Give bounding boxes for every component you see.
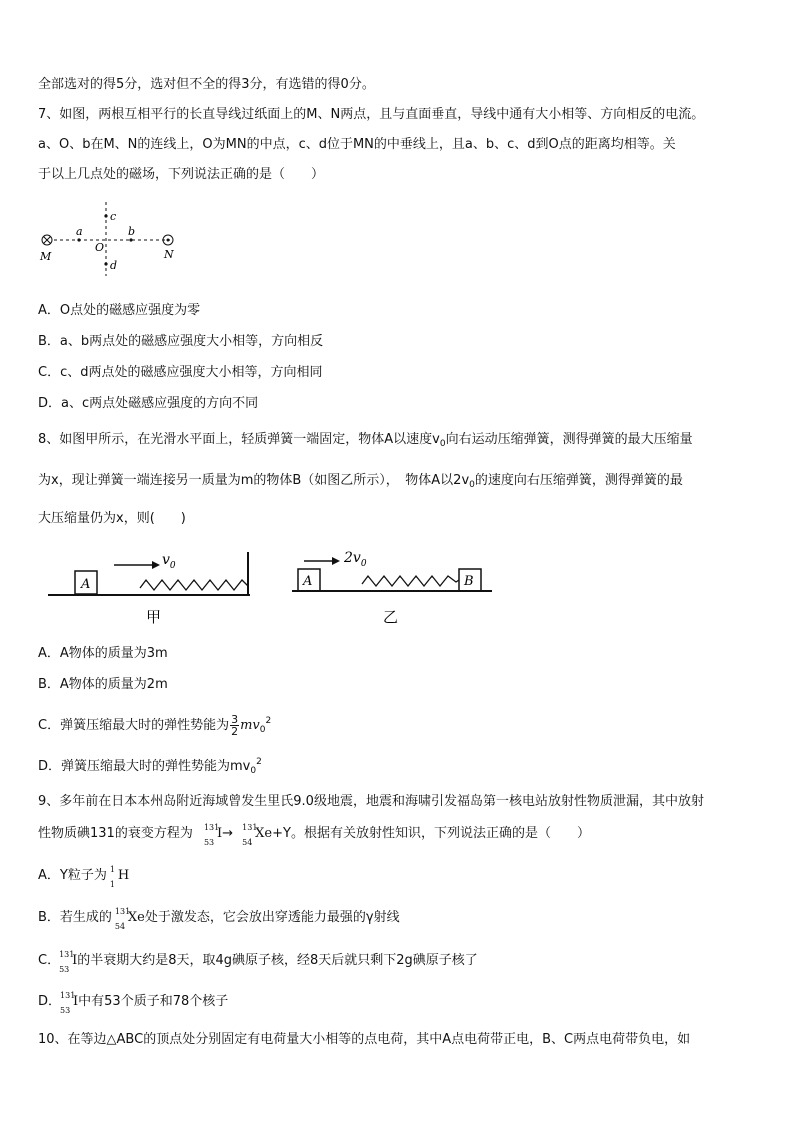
subscript: 0	[469, 480, 475, 490]
label-d: d	[110, 259, 118, 272]
nuclide-iodine	[203, 823, 223, 847]
label-jia: 甲	[146, 608, 162, 626]
block-A-label: A	[303, 574, 313, 589]
question-9-stem: 9、多年前在日本本州岛附近海域曾发生里氏9.0级地震，地震和海啸引发福岛第一核电站放射性物质泄漏，其中放射	[38, 794, 704, 809]
fraction-denominator: 2	[231, 725, 239, 738]
question-7-option-d[interactable]: D．a、c两点处磁感应强度的方向不同	[38, 396, 259, 411]
plus-y: +Y	[272, 826, 291, 841]
block-B-label: B	[464, 574, 474, 589]
figure-spring-yi	[290, 542, 500, 628]
velocity-label: $v_0$	[162, 552, 176, 571]
question-8-stem	[38, 472, 683, 494]
atomic-number: 54	[114, 922, 126, 931]
superscript: 2	[256, 757, 262, 767]
question-10-stem: 10、在等边△ABC的顶点处分别固定有电荷量大小相等的点电荷，其中A点电荷带正电，B、C两点电荷带负电，如	[38, 1032, 691, 1047]
label-a: a	[76, 225, 83, 238]
option-text: D．弹簧压缩最大时的弹性势能为mv	[38, 759, 251, 774]
label-yi: 乙	[383, 608, 399, 626]
atomic-number: 54	[242, 838, 253, 847]
question-7-option-b[interactable]: B．a、b两点处的磁感应强度大小相等，方向相反	[38, 334, 324, 349]
atomic-number: 53	[60, 1006, 71, 1015]
question-7-option-a[interactable]: A．O点处的磁感应强度为零	[38, 303, 201, 318]
velocity-label: $2v_0$	[344, 550, 367, 569]
question-9-option-c[interactable]	[38, 950, 478, 974]
question-8-stem	[38, 431, 693, 453]
symbol: Xe	[255, 826, 273, 841]
question-8-option-a[interactable]: A．A物体的质量为3m	[38, 646, 168, 661]
mass-number: 131	[242, 823, 258, 832]
question-9-option-d[interactable]	[38, 991, 229, 1015]
symbol: H	[117, 868, 130, 883]
mass-number: 131	[203, 823, 220, 832]
q9-text: 性物质碘131的衰变方程为	[38, 826, 193, 841]
nuclide-iodine	[59, 950, 78, 974]
mass-number: 131	[114, 907, 131, 916]
nuclide-hydrogen	[109, 865, 130, 889]
question-7-stem: 于以上几点处的磁场，下列说法正确的是（ ）	[38, 167, 325, 182]
symbol: I	[73, 994, 79, 1009]
label-c: c	[110, 210, 117, 223]
option-text: 的半衰期大约是8天，取4g碘原子核，经8天后就只剩下2g碘原子核了	[77, 953, 478, 968]
subscript: 0	[439, 439, 446, 449]
label-b: b	[128, 225, 136, 238]
symbol: Xe	[127, 910, 145, 925]
q8-text: 的速度向右压缩弹簧，测得弹簧的最	[474, 473, 683, 488]
text-line: 全部选对的得5分，选对但不全的得3分，有选错的得0分。	[38, 77, 375, 92]
question-7-stem: 7、如图，两根互相平行的长直导线过纸面上的M、N两点，且与直面垂直，导线中通有大小相等、方向相反的电流。	[38, 107, 705, 122]
q8-text: 8、如图甲所示，在光滑水平面上，轻质弹簧一端固定，物体A以速度v	[38, 432, 440, 447]
question-9-stem	[38, 823, 590, 847]
option-text: C．	[38, 953, 61, 968]
nuclide-xenon	[242, 823, 273, 847]
q8-text: 为x，现让弹簧一端连接另一质量为m的物体B（如图乙所示）， 物体A以2v	[38, 473, 470, 488]
q9-text: 。根据有关放射性知识，下列说法正确的是（ ）	[290, 826, 590, 841]
option-text: A．Y粒子为	[38, 868, 107, 883]
mass-number: 131	[60, 991, 76, 1000]
mass-number: 1	[109, 865, 115, 874]
question-7-option-c[interactable]: C．c、d两点处的磁感应强度大小相等，方向相同	[38, 365, 323, 380]
figure-spring-jia	[44, 542, 254, 628]
atomic-number: 53	[203, 838, 215, 847]
q8-text: 向右运动压缩弹簧，测得弹簧的最大压缩量	[445, 432, 693, 447]
arrow: →	[222, 826, 234, 841]
option-text: 中有53个质子和78个核子	[78, 994, 229, 1009]
question-9-option-a[interactable]	[38, 865, 130, 889]
figure-wires-MN	[30, 198, 190, 278]
symbol: I	[72, 953, 78, 968]
question-8-option-c[interactable]	[38, 712, 271, 739]
atomic-number: 53	[59, 965, 70, 974]
option-text: C．弹簧压缩最大时的弹性势能为	[38, 718, 230, 733]
block-A-label: A	[81, 577, 91, 592]
superscript: 2	[265, 716, 272, 726]
fraction	[230, 714, 239, 737]
symbol: I	[216, 826, 223, 841]
label-O: O	[95, 241, 105, 254]
question-9-option-b[interactable]	[38, 907, 400, 931]
label-M: M	[40, 250, 52, 263]
question-8-option-d[interactable]	[38, 753, 262, 780]
mass-number: 131	[59, 950, 75, 959]
question-8-stem: 大压缩量仍为x，则( )	[38, 511, 186, 526]
subscript: 0	[250, 766, 257, 776]
fraction-numerator: 3	[231, 713, 239, 726]
question-8-option-b[interactable]: B．A物体的质量为2m	[38, 677, 168, 692]
nuclide-iodine	[60, 991, 79, 1015]
option-text: D．	[38, 994, 62, 1009]
atomic-number: 1	[109, 880, 115, 889]
nuclide-xenon	[114, 907, 145, 931]
label-N: N	[164, 248, 174, 261]
option-text: B．若生成的	[38, 910, 112, 925]
option-text: 处于激发态，它会放出穿透能力最强的γ射线	[144, 910, 400, 925]
subscript: 0	[259, 725, 266, 735]
question-7-stem: a、O、b在M、N的连线上，O为MN的中点，c、d位于MN的中垂线上，且a、b、c、d到O点的距离均相等。关	[38, 137, 676, 152]
expression: mv	[240, 718, 260, 733]
